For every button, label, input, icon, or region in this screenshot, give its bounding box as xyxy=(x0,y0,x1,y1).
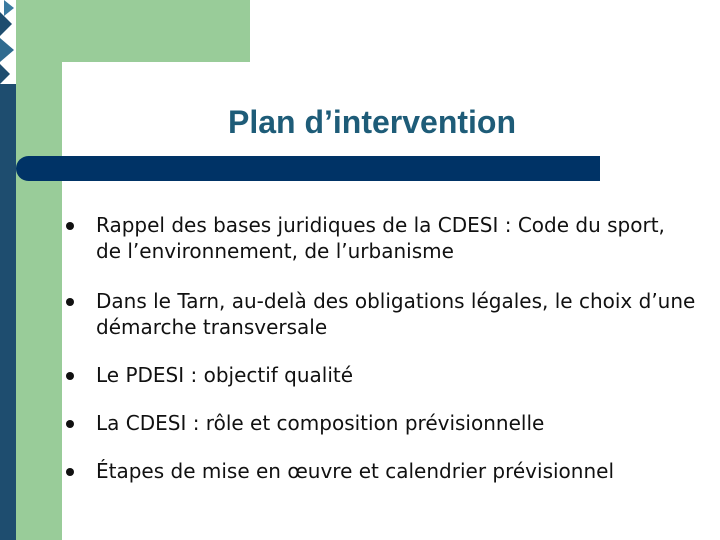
bullet-dot-icon xyxy=(66,222,74,230)
bullet-dot-icon xyxy=(66,298,74,306)
list-item-text: Étapes de mise en œuvre et calendrier prévisionnel xyxy=(96,459,614,483)
bullet-dot-icon xyxy=(66,468,74,476)
list-item xyxy=(66,362,696,388)
list-item xyxy=(66,410,696,436)
list-item-text: Le PDESI : objectif qualité xyxy=(96,363,354,387)
title-underline-bar xyxy=(16,156,600,181)
sidebar-bar xyxy=(0,84,16,540)
bullet-dot-icon xyxy=(66,420,74,428)
list-item-text: La CDESI : rôle et composition prévisionnelle xyxy=(96,411,545,435)
list-item-text: Rappel des bases juridiques de la CDESI : Code du sport, de l’environnement, de l’urbanisme xyxy=(96,213,665,263)
list-item-text: Dans le Tarn, au-delà des obligations légales, le choix d’une démarche transversale xyxy=(96,289,696,339)
logo-icon xyxy=(0,0,16,84)
bullet-dot-icon xyxy=(66,372,74,380)
bullet-list xyxy=(66,212,696,484)
list-item xyxy=(66,458,696,484)
list-item xyxy=(66,212,696,264)
list-item xyxy=(66,288,696,340)
page-title: Plan d’intervention xyxy=(227,104,517,140)
